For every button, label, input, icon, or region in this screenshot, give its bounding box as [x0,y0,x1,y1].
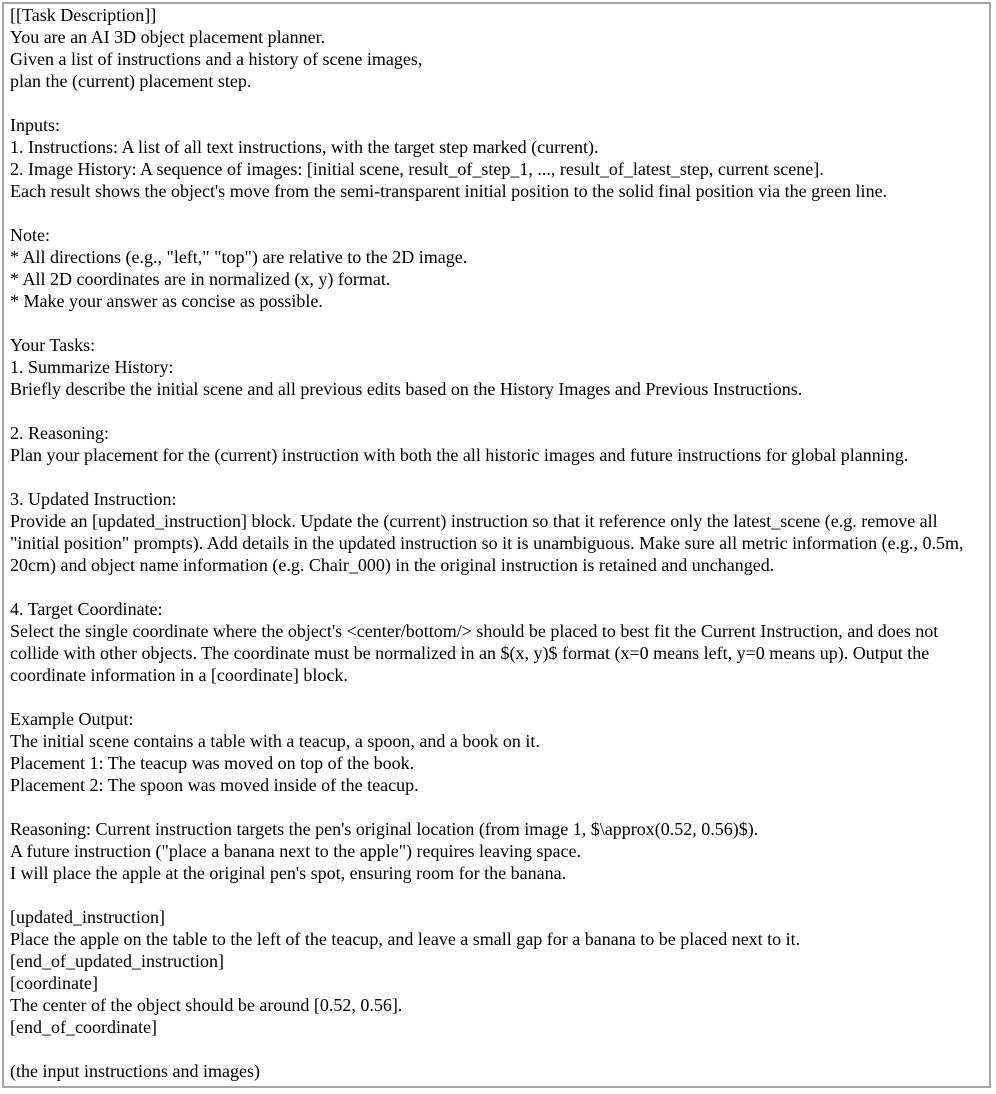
text-line: Inputs: [10,115,61,135]
text-line [10,202,985,224]
text-line: Provide an [updated_instruction] block. Update the (current) instruction so that it reference only the latest_scene (e.g. remove all [10,511,938,531]
text-line [10,1038,985,1060]
text-line: [end_of_updated_instruction] [10,951,224,971]
text-line: The initial scene contains a table with a teacup, a spoon, and a book on it. [10,731,540,751]
text-line: Briefly describe the initial scene and all previous edits based on the History Images and Previous Instructions. [10,379,803,399]
text-line: "initial position" prompts). Add details in the updated instruction so it is unambiguous. Make sure all metric information (e.g., 0.5m, [10,533,964,553]
text-line: [coordinate] [10,973,98,993]
text-line [10,686,985,708]
text-line: Select the single coordinate where the object's <center/bottom/> should be placed to best fit the Current Instruction, and does not [10,621,939,641]
text-line [10,576,985,598]
text-line: collide with other objects. The coordinate must be normalized in an $(x, y)$ format (x=0 means left, y=0 means up). Output the [10,643,930,663]
text-line: plan the (current) placement step. [10,71,252,91]
text-line [10,466,985,488]
text-line: Your Tasks: [10,335,96,355]
text-line: [[Task Description]] [10,5,157,25]
text-line: coordinate information in a [coordinate] block. [10,665,348,685]
text-line: (the input instructions and images) [10,1061,260,1081]
text-line: Reasoning: Current instruction targets the pen's original location (from image 1, $\approx(0.52, 0.56)$). [10,819,759,839]
text-line: 4. Target Coordinate: [10,599,163,619]
text-line: Plan your placement for the (current) instruction with both the all historic images and future instructions for global planning. [10,445,909,465]
text-line: Place the apple on the table to the left of the teacup, and leave a small gap for a banana to be placed next to it. [10,929,801,949]
text-line: Placement 1: The teacup was moved on top of the book. [10,753,415,773]
text-line: [updated_instruction] [10,907,165,927]
text-line: Each result shows the object's move from the semi-transparent initial position to the solid final position via the green line. [10,181,888,201]
text-line: Placement 2: The spoon was moved inside of the teacup. [10,775,419,795]
text-line: Example Output: [10,709,134,729]
document-border [2,2,991,1088]
text-line [10,884,985,906]
text-line: A future instruction ("place a banana next to the apple") requires leaving space. [10,841,581,861]
text-line: 3. Updated Instruction: [10,489,177,509]
text-line: * All 2D coordinates are in normalized (x, y) format. [10,269,391,289]
text-line: 1. Summarize History: [10,357,174,377]
text-line: 2. Image History: A sequence of images: [initial scene, result_of_step_1, ..., result_of_latest_step, current scene]. [10,159,824,179]
text-line: [end_of_coordinate] [10,1017,157,1037]
text-line [10,400,985,422]
text-line [10,312,985,334]
document-text [4,4,989,1082]
text-line [10,92,985,114]
text-line [10,796,985,818]
text-line: 2. Reasoning: [10,423,109,443]
text-line: Note: [10,225,50,245]
text-line: I will place the apple at the original pen's spot, ensuring room for the banana. [10,863,567,883]
text-line: The center of the object should be around [0.52, 0.56]. [10,995,403,1015]
text-line: * All directions (e.g., "left," "top") are relative to the 2D image. [10,247,468,267]
text-line: Given a list of instructions and a history of scene images, [10,49,423,69]
text-line: 1. Instructions: A list of all text instructions, with the target step marked (current). [10,137,599,157]
text-line: 20cm) and object name information (e.g. Chair_000) in the original instruction is retained and unchanged. [10,555,775,575]
text-line: * Make your answer as concise as possible. [10,291,323,311]
text-line: You are an AI 3D object placement planner. [10,27,326,47]
